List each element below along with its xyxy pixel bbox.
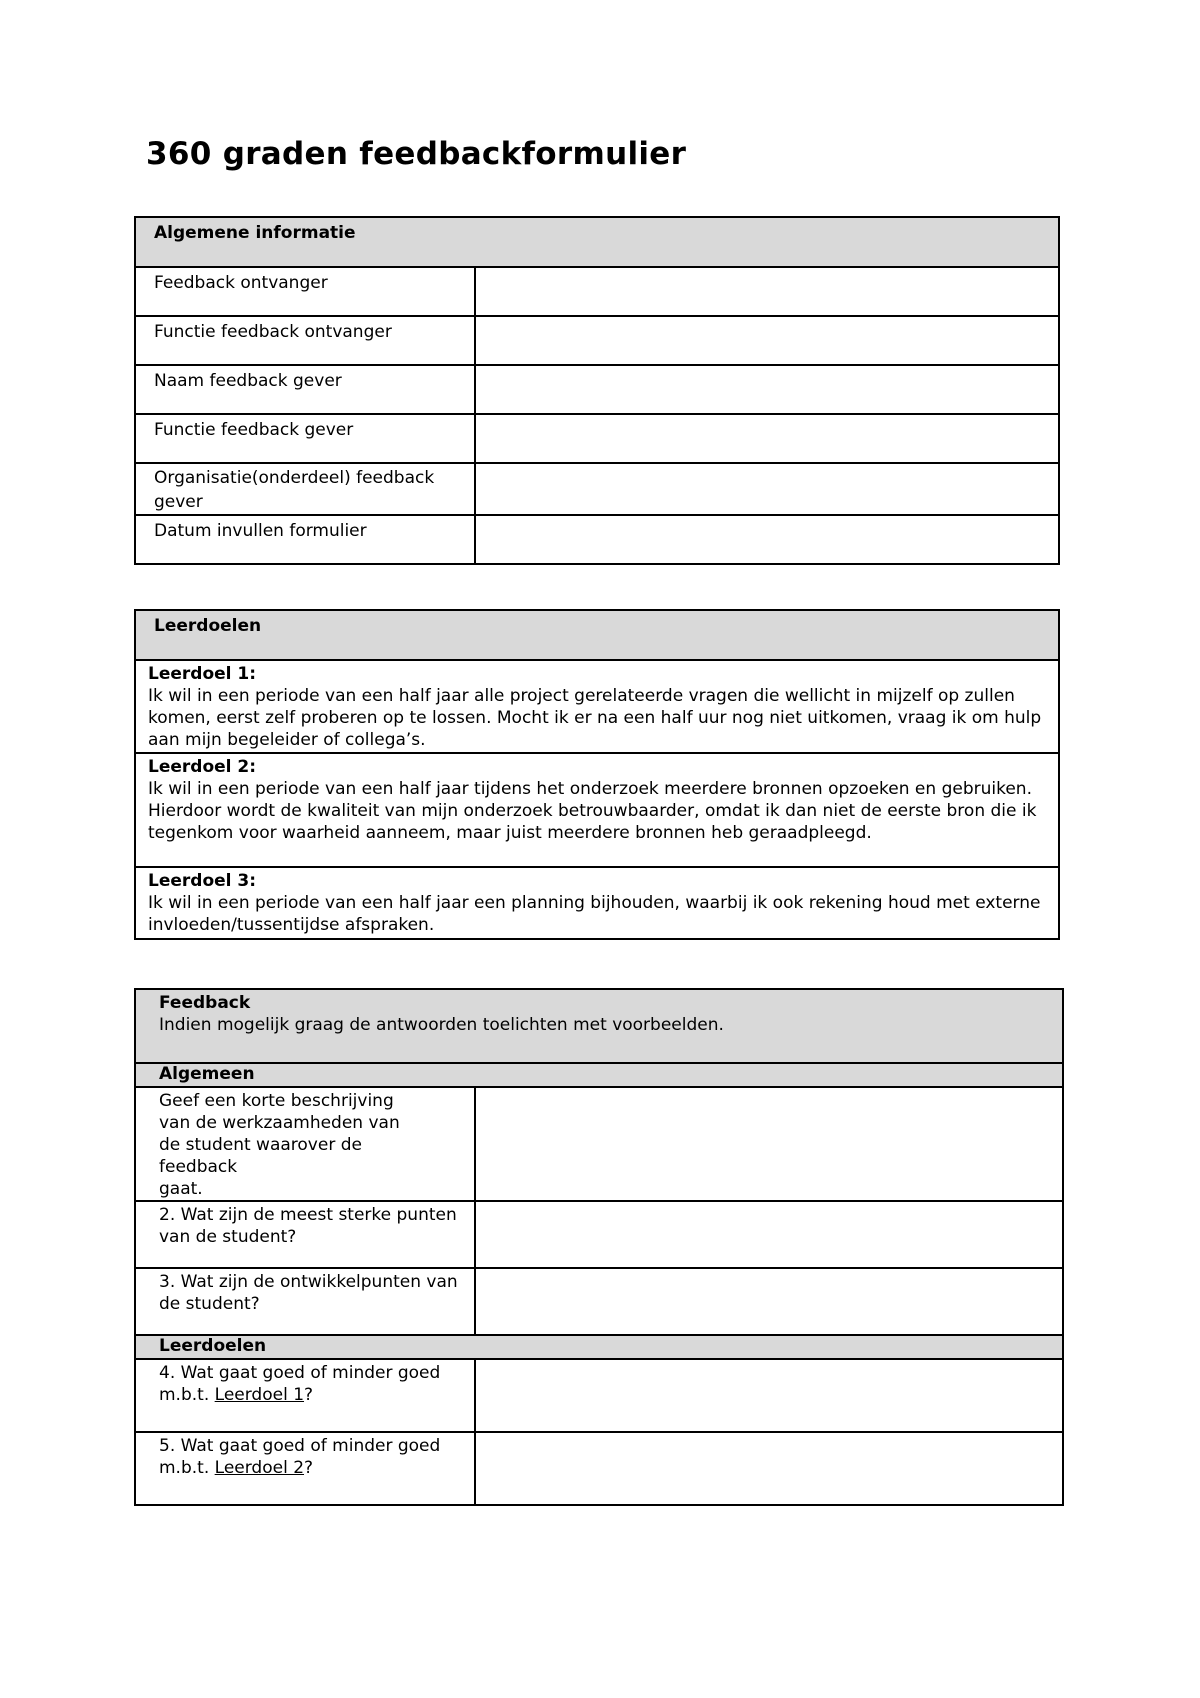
general-info-table [134,216,1060,565]
field-label: Naam feedback gever [135,365,475,414]
question-4-text: 4. Wat gaat goed of minder goed [159,1363,441,1383]
functie-ontvanger-field[interactable] [475,316,1059,365]
question-5 [135,1432,475,1505]
feedback-subheader: Indien mogelijk graag de antwoorden toelichten met voorbeelden. [159,1015,724,1035]
feedback-table [134,988,1064,1506]
field-label: Organisatie(onderdeel) feedback gever [135,463,475,515]
general-info-header-text: Algemene informatie [154,223,356,243]
answer-4-field[interactable] [475,1359,1063,1432]
leerdoel-2-link[interactable]: Leerdoel 2 [214,1458,305,1478]
learning-goals-header-text: Leerdoelen [154,616,262,636]
learning-goal-text: Ik wil in een periode van een half jaar een planning bijhouden, waarbij ik ook rekening houd met externe invloeden/tussentijdse afspraken. [148,893,1041,935]
question-4-suffix: ? [304,1385,314,1405]
learning-goal-title: Leerdoel 1: [148,664,257,684]
learning-goal-text: Ik wil in een periode van een half jaar tijdens het onderzoek meerdere bronnen opzoeken en gebruiken. Hierdoor wordt de kwaliteit van mijn onderzoek betrouwbaarder, omdat ik dan niet de eerste bron die ik tegenkom voor waarheid aanneem, maar juist meerdere bronnen heb geraadpleegd. [148,779,1037,843]
question-1-line: gaat. [159,1179,203,1199]
learning-goal-1 [135,660,1059,753]
answer-5-field[interactable] [475,1432,1063,1505]
question-4 [135,1359,475,1432]
learning-goal-2 [135,753,1059,867]
feedback-ontvanger-field[interactable] [475,267,1059,316]
question-2: 2. Wat zijn de meest sterke punten van de student? [135,1201,475,1268]
question-5-text: 5. Wat gaat goed of minder goed [159,1436,441,1456]
feedback-header [135,989,1063,1063]
question-1-line: van de werkzaamheden van [159,1113,400,1133]
answer-3-field[interactable] [475,1268,1063,1335]
field-label: Functie feedback ontvanger [135,316,475,365]
answer-2-field[interactable] [475,1201,1063,1268]
question-1 [135,1087,475,1201]
answer-1-field[interactable] [475,1087,1063,1201]
question-1-line: feedback [159,1157,238,1177]
question-5-mbt: m.b.t. [159,1458,215,1478]
feedback-header-text: Feedback [159,993,251,1013]
functie-gever-field[interactable] [475,414,1059,463]
question-1-line: de student waarover de [159,1135,362,1155]
learning-goal-text: Ik wil in een periode van een half jaar alle project gerelateerde vragen die wellicht in mijzelf op zullen komen, eerst zelf proberen op te lossen. Mocht ik er na een half uur nog niet uitkomen, vraag ik om hulp aan mijn begeleider of collega’s. [148,686,1042,750]
question-4-mbt: m.b.t. [159,1385,215,1405]
section-algemeen: Algemeen [135,1063,1063,1087]
learning-goal-title: Leerdoel 3: [148,871,257,891]
section-leerdoelen: Leerdoelen [135,1335,1063,1359]
question-1-line: Geef een korte beschrijving [159,1091,394,1111]
naam-gever-field[interactable] [475,365,1059,414]
datum-field[interactable] [475,515,1059,564]
field-label: Functie feedback gever [135,414,475,463]
learning-goals-header [135,610,1059,660]
general-info-header [135,217,1059,267]
field-label: Datum invullen formulier [135,515,475,564]
question-3: 3. Wat zijn de ontwikkelpunten van de student? [135,1268,475,1335]
learning-goal-3 [135,867,1059,939]
learning-goals-table [134,609,1060,940]
leerdoel-1-link[interactable]: Leerdoel 1 [214,1385,305,1405]
organisatie-gever-field[interactable] [475,463,1059,515]
field-label: Feedback ontvanger [135,267,475,316]
page-title: 360 graden feedbackformulier [146,136,687,172]
learning-goal-title: Leerdoel 2: [148,757,257,777]
question-5-suffix: ? [304,1458,314,1478]
